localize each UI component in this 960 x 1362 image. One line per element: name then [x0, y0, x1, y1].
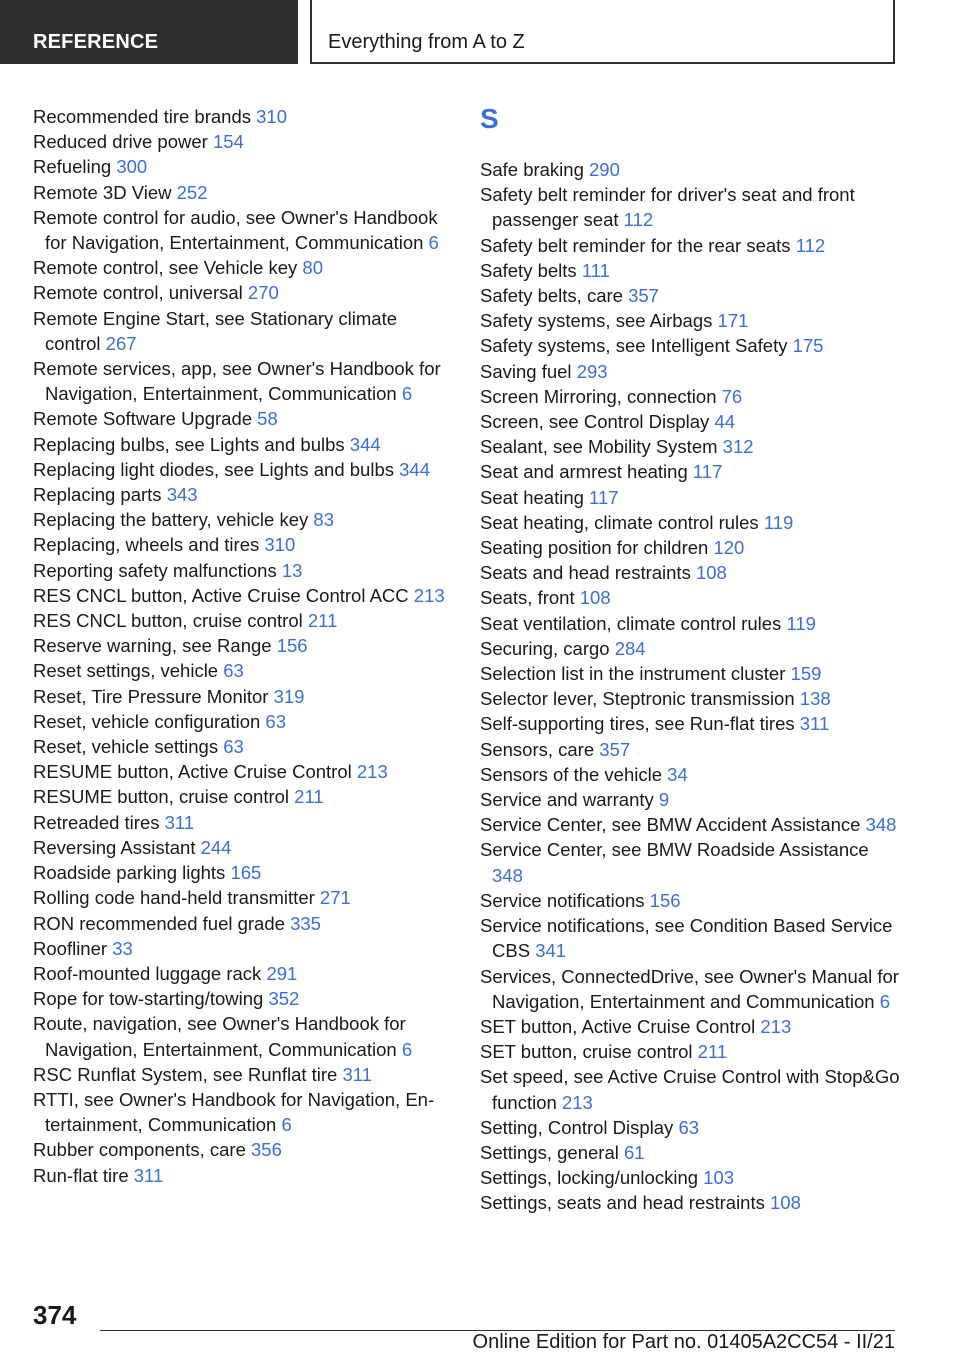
entry-text: Settings, seats and head restraints: [480, 1192, 765, 1214]
index-entry: [480, 409, 900, 434]
chapter-title: Everything from A to Z: [310, 0, 895, 64]
index-entry: [480, 1039, 900, 1064]
page-link[interactable]: 293: [576, 360, 608, 382]
page-link[interactable]: 156: [276, 635, 308, 657]
entry-text: Rolling code hand-held transmitter: [33, 887, 315, 909]
entry-text: Replacing, wheels and tires: [33, 534, 260, 556]
page-link[interactable]: 348: [865, 814, 897, 836]
index-entry: [33, 1011, 453, 1061]
entry-text: Safety systems, see Airbags: [480, 310, 713, 332]
page-link[interactable]: 341: [535, 940, 567, 962]
entry-text: Remote control for audio, see Owner's Handbook for Navigation, Entertainment, Communication: [33, 206, 438, 254]
entry-text: Sensors, care: [480, 738, 595, 760]
page-link[interactable]: 312: [722, 436, 754, 458]
entry-text: Seat heating: [480, 486, 584, 508]
page-link[interactable]: 357: [628, 285, 659, 307]
entry-text: Securing, cargo: [480, 637, 610, 659]
page-link[interactable]: 13: [281, 559, 303, 581]
page-link[interactable]: 159: [790, 663, 822, 685]
entry-text: Replacing bulbs, see Lights and bulbs: [33, 433, 345, 455]
page-link[interactable]: 76: [721, 385, 743, 407]
entry-text: Remote control, see Vehicle key: [33, 257, 298, 279]
index-entry: [33, 911, 453, 936]
page-link[interactable]: 117: [589, 486, 619, 508]
index-entry: [33, 835, 453, 860]
index-entry: [480, 333, 900, 358]
index-entry: [33, 1137, 453, 1162]
entry-text: Remote services, app, see Owner's Handbook for Navigation, Entertainment, Communication: [33, 358, 441, 405]
entry-text: Refueling: [33, 156, 112, 178]
entry-text: Selector lever, Steptronic transmission: [480, 688, 795, 710]
index-entry: [480, 611, 900, 636]
page-link[interactable]: 344: [399, 458, 431, 480]
page-link[interactable]: 211: [307, 610, 338, 632]
page-link[interactable]: 119: [763, 511, 794, 533]
entry-text: Reserve warning, see Range: [33, 635, 272, 657]
index-entry: [480, 434, 900, 459]
index-entry: [480, 233, 900, 258]
index-column-left: [33, 104, 453, 1188]
index-entry: [480, 762, 900, 787]
page-link[interactable]: 252: [176, 181, 208, 203]
page-link[interactable]: 348: [492, 864, 523, 886]
index-entry: [480, 258, 900, 283]
page-number: 374: [33, 1300, 77, 1330]
page-link[interactable]: 83: [313, 509, 334, 531]
index-entry: [33, 507, 453, 532]
page-link[interactable]: 311: [342, 1063, 372, 1085]
page-link[interactable]: 80: [302, 257, 323, 279]
entry-text: Reversing Assistant: [33, 836, 196, 858]
entry-text: Safe braking: [480, 159, 584, 180]
page-link[interactable]: 154: [212, 131, 244, 153]
page-link[interactable]: 119: [786, 612, 816, 634]
section-letter: S: [480, 103, 499, 134]
page-link[interactable]: 63: [678, 1116, 700, 1138]
index-entry: [480, 459, 900, 484]
page-link[interactable]: 138: [799, 688, 831, 710]
entry-text: Recommended tire brands: [33, 106, 251, 127]
entry-text: Sealant, see Mobility System: [480, 436, 718, 458]
entry-text: Reset, vehicle settings: [33, 736, 219, 758]
entry-text: RES CNCL button, cruise control: [33, 610, 303, 632]
page-link[interactable]: 112: [795, 234, 826, 256]
page-link[interactable]: 58: [257, 408, 278, 430]
index-entry: [480, 964, 900, 1014]
index-entry: [480, 485, 900, 510]
page-link[interactable]: 61: [623, 1141, 645, 1163]
page-link[interactable]: 356: [251, 1139, 282, 1161]
index-entry: [33, 457, 453, 482]
index-entry: [33, 482, 453, 507]
index-entry: [33, 734, 453, 759]
page-link[interactable]: 300: [116, 156, 148, 178]
index-entry: [480, 711, 900, 736]
page-link[interactable]: 335: [290, 912, 321, 934]
page-link[interactable]: 244: [200, 836, 232, 858]
entry-text: Run-flat tire: [33, 1164, 129, 1186]
entry-text: Replacing parts: [33, 484, 162, 506]
index-entry: [33, 356, 453, 406]
entry-text: Roofliner: [33, 937, 108, 959]
page-link[interactable]: 156: [649, 889, 681, 911]
index-entry: [480, 888, 900, 913]
index-entry: [33, 432, 453, 457]
page-link[interactable]: 63: [223, 736, 244, 758]
page-link[interactable]: 165: [230, 862, 262, 884]
index-entry: [33, 205, 453, 255]
index-entry: [480, 787, 900, 812]
page-link[interactable]: 270: [247, 282, 279, 304]
page-link[interactable]: 6: [401, 383, 413, 405]
entry-text: Reset, vehicle configuration: [33, 710, 261, 732]
page-link[interactable]: 63: [223, 660, 244, 682]
entry-text: Service Center, see BMW Accident Assistance: [480, 814, 861, 836]
index-entry: [33, 759, 453, 784]
entry-text: Rubber components, care: [33, 1139, 246, 1161]
index-entry: [33, 532, 453, 557]
entry-text: Set speed, see Active Cruise Control with Stop&Go function: [480, 1066, 900, 1113]
page-link[interactable]: 63: [265, 710, 286, 732]
entry-text: Service notifications: [480, 889, 645, 911]
page-link[interactable]: 117: [692, 461, 723, 483]
index-entry: [480, 308, 900, 333]
page-link[interactable]: 213: [413, 584, 445, 606]
index-entry: [480, 283, 900, 308]
page-link[interactable]: 120: [713, 537, 745, 559]
entry-text: Rope for tow-starting/towing: [33, 988, 264, 1010]
entry-text: Reset, Tire Pressure Monitor: [33, 685, 269, 707]
page-link[interactable]: 171: [717, 310, 749, 332]
page-link[interactable]: 6: [428, 232, 439, 254]
entry-text: Roadside parking lights: [33, 862, 226, 884]
index-entry: [33, 608, 453, 633]
index-entry: [480, 560, 900, 585]
index-entry: [480, 1064, 900, 1114]
page-link[interactable]: 175: [792, 335, 824, 357]
index-entry: [33, 255, 453, 280]
page-link[interactable]: 34: [667, 763, 688, 785]
index-entry: [33, 1163, 453, 1188]
page-link[interactable]: 6: [879, 990, 890, 1012]
entry-text: Roof-mounted luggage rack: [33, 962, 262, 984]
index-entry: [480, 384, 900, 409]
index-entry: [480, 1165, 900, 1190]
index-entry: [480, 737, 900, 762]
page-link[interactable]: 33: [112, 937, 133, 959]
index-entry: [480, 661, 900, 686]
page-link[interactable]: 310: [264, 534, 296, 556]
index-entry: [33, 936, 453, 961]
page-link[interactable]: 267: [105, 332, 137, 354]
index-entry: [33, 961, 453, 986]
entry-text: Services, ConnectedDrive, see Owner's Manual for Navigation, Entertainment and Communication: [480, 965, 899, 1012]
edition-footer: Online Edition for Part no. 01405A2CC54 - II/21: [472, 1331, 895, 1353]
index-entry: [480, 636, 900, 661]
index-entry: [480, 1115, 900, 1140]
entry-text: RESUME button, cruise control: [33, 786, 290, 808]
index-entry: [480, 837, 900, 887]
index-entry: [33, 154, 453, 179]
index-entry: [33, 583, 453, 608]
entry-text: Seats, front: [480, 587, 575, 609]
page-link[interactable]: 6: [281, 1114, 292, 1136]
page-link[interactable]: 291: [266, 962, 298, 984]
page-link[interactable]: 352: [268, 988, 300, 1010]
index-entry: [480, 913, 900, 963]
page-link[interactable]: 311: [164, 811, 195, 833]
index-entry: [33, 1062, 453, 1087]
index-entry: [480, 510, 900, 535]
page-link[interactable]: 103: [703, 1167, 735, 1189]
entry-text: Seat heating, climate control rules: [480, 511, 759, 533]
entry-text: Seat ventilation, climate control rules: [480, 612, 782, 634]
entry-text: Reset settings, vehicle: [33, 660, 219, 682]
index-entry: [33, 104, 453, 129]
entry-text: Safety belts, care: [480, 285, 623, 307]
page-link[interactable]: 9: [658, 789, 670, 811]
page-link[interactable]: 357: [599, 738, 631, 760]
index-entry: [33, 986, 453, 1011]
entry-text: Settings, locking/unlocking: [480, 1167, 699, 1189]
entry-text: RTTI, see Owner's Handbook for Navigation, Entertainment, Communication: [33, 1088, 435, 1136]
entry-text: Reporting safety malfunctions: [33, 559, 277, 581]
index-entry: [33, 633, 453, 658]
page-link[interactable]: 271: [319, 887, 351, 909]
index-entry: [33, 1087, 453, 1137]
entry-text: Saving fuel: [480, 360, 572, 382]
page-link[interactable]: 44: [714, 411, 736, 433]
entry-text: Safety belt reminder for driver's seat and front passenger seat: [480, 184, 855, 231]
page-link[interactable]: 310: [256, 106, 288, 127]
index-entry: [33, 558, 453, 583]
page-link[interactable]: 111: [581, 259, 610, 281]
index-entry: [480, 686, 900, 711]
entry-text: Route, navigation, see Owner's Handbook for Navigation, Entertainment, Communication: [33, 1013, 406, 1060]
entry-text: Safety belts: [480, 259, 577, 281]
index-entry: [480, 157, 900, 182]
entry-text: Replacing light diodes, see Lights and bulbs: [33, 458, 394, 480]
entry-text: Remote control, universal: [33, 282, 243, 304]
entry-text: Remote Software Upgrade: [33, 408, 253, 430]
entry-text: SET button, Active Cruise Control: [480, 1015, 756, 1037]
entry-text: Replacing the battery, vehicle key: [33, 509, 309, 531]
index-entry: [33, 709, 453, 734]
page-link[interactable]: 290: [589, 159, 620, 180]
index-list-right: [480, 157, 900, 1216]
entry-text: Screen Mirroring, connection: [480, 385, 717, 407]
index-entry: [33, 684, 453, 709]
index-entry: [480, 535, 900, 560]
index-entry: [33, 784, 453, 809]
entry-text: Self-supporting tires, see Run-flat tires: [480, 713, 795, 735]
page-link[interactable]: 108: [695, 562, 727, 584]
entry-text: RSC Runflat System, see Runflat tire: [33, 1063, 338, 1085]
entry-text: Reduced drive power: [33, 131, 208, 153]
page-link[interactable]: 213: [356, 761, 388, 783]
entry-text: Safety systems, see Intelligent Safety: [480, 335, 788, 357]
page-link[interactable]: 108: [770, 1192, 801, 1214]
index-entry: [480, 585, 900, 610]
index-entry: [480, 812, 900, 837]
entry-text: RON recommended fuel grade: [33, 912, 285, 934]
entry-text: Seat and armrest heating: [480, 461, 688, 483]
section-tab: REFERENCE: [0, 0, 298, 64]
index-entry: [33, 280, 453, 305]
entry-text: Service and warranty: [480, 789, 654, 811]
index-entry: [480, 182, 900, 232]
entry-text: Remote Engine Start, see Stationary climate control: [33, 307, 398, 354]
entry-text: Selection list in the instrument cluster: [480, 663, 786, 685]
entry-text: Seating position for children: [480, 537, 709, 559]
index-entry: [33, 885, 453, 910]
entry-text: RES CNCL button, Active Cruise Control ACC: [33, 584, 409, 606]
index-entry: [33, 129, 453, 154]
index-entry: [33, 658, 453, 683]
entry-text: Sensors of the vehicle: [480, 763, 663, 785]
index-entry: [33, 406, 453, 431]
page-link[interactable]: 112: [623, 209, 654, 231]
page-link[interactable]: 211: [697, 1041, 728, 1063]
index-entry: [480, 1014, 900, 1039]
index-entry: [480, 1190, 900, 1215]
page-link[interactable]: 284: [614, 637, 646, 659]
entry-text: RESUME button, Active Cruise Control: [33, 761, 352, 783]
page-link[interactable]: 311: [799, 713, 830, 735]
index-entry: [33, 306, 453, 356]
page-link[interactable]: 6: [401, 1038, 413, 1060]
entry-text: Remote 3D View: [33, 181, 172, 203]
index-column-right: [480, 104, 900, 1216]
entry-text: Screen, see Control Display: [480, 411, 710, 433]
index-entry: [480, 359, 900, 384]
index-entry: [33, 860, 453, 885]
page-link[interactable]: 211: [294, 786, 324, 808]
page-link[interactable]: 343: [166, 484, 198, 506]
entry-text: Settings, general: [480, 1141, 619, 1163]
entry-text: Setting, Control Display: [480, 1116, 674, 1138]
entry-text: Service Center, see BMW Roadside Assistance: [480, 839, 869, 861]
page-link[interactable]: 344: [349, 433, 381, 455]
page-link[interactable]: 108: [579, 587, 611, 609]
page-link[interactable]: 213: [561, 1091, 593, 1113]
index-entry: [33, 810, 453, 835]
page-link[interactable]: 311: [133, 1164, 164, 1186]
page-link[interactable]: 319: [273, 685, 305, 707]
entry-text: SET button, cruise control: [480, 1041, 693, 1063]
page-link[interactable]: 213: [760, 1015, 792, 1037]
entry-text: Service notifications, see Condition Based Service CBS: [480, 915, 893, 962]
index-entry: [33, 180, 453, 205]
entry-text: Seats and head restraints: [480, 562, 691, 584]
index-entry: [480, 1140, 900, 1165]
entry-text: Retreaded tires: [33, 811, 160, 833]
entry-text: Safety belt reminder for the rear seats: [480, 234, 791, 256]
